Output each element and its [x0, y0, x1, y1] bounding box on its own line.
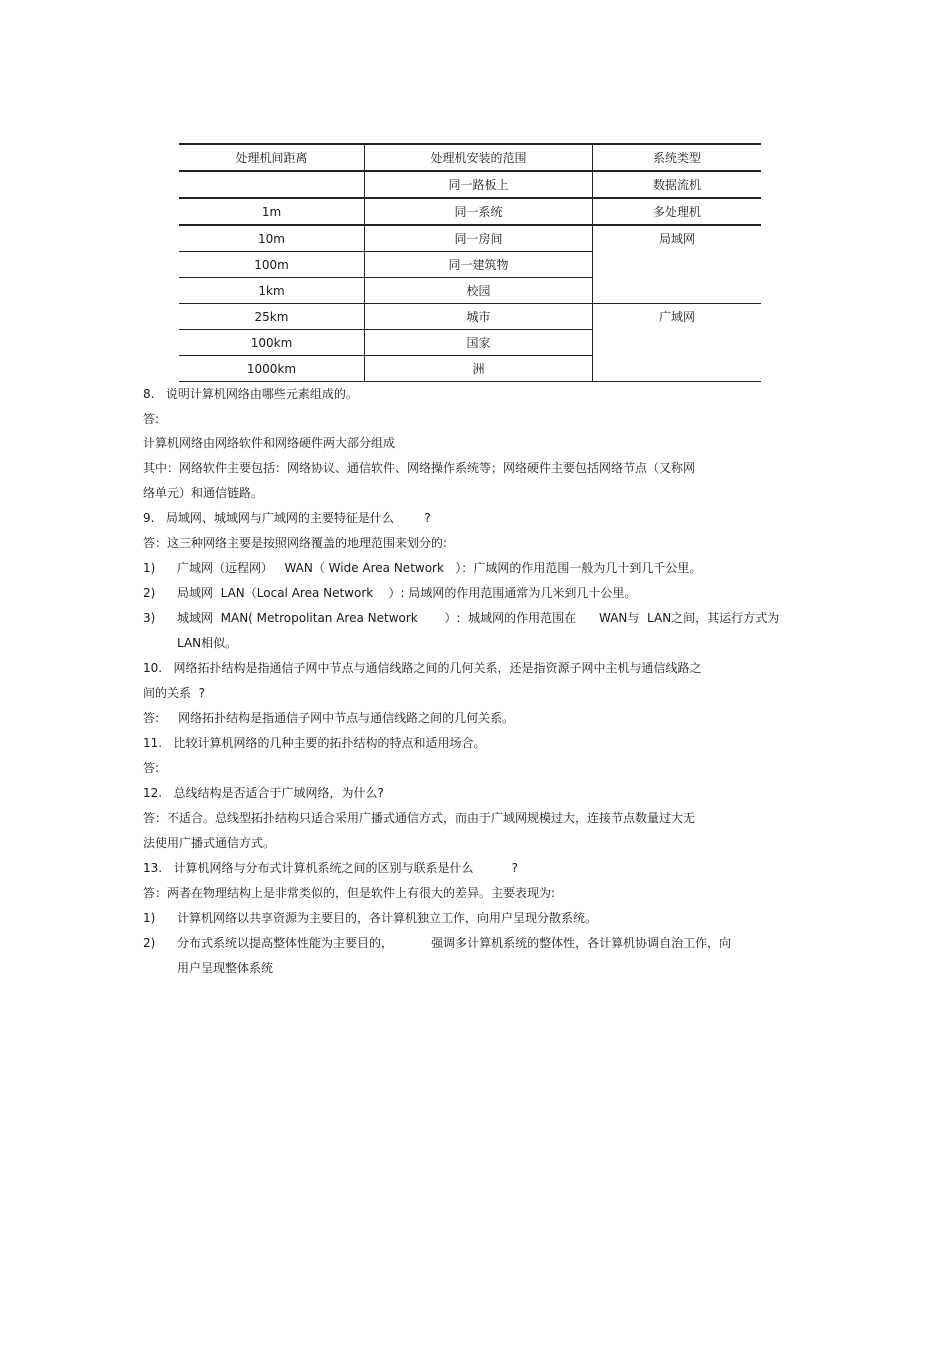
- table-row: [179, 225, 761, 252]
- text-line: [143, 860, 518, 876]
- line-text: 9. 局域网、城域网与广域网的主要特征是什么 ?: [143, 511, 431, 525]
- list-number: 1): [143, 561, 156, 575]
- line-text: 络单元）和通信链路。: [143, 486, 264, 500]
- line-text: 答：不适合。总线型拓扑结构只适合采用广播式通信方式，而由于广域网规模过大，连接节点数量过大无: [143, 811, 696, 825]
- text-line: [143, 560, 701, 576]
- header-distance: 处理机间距离: [179, 144, 365, 171]
- line-text: 广域网（远程网） WAN（ Wide Area Network ）：广域网的作用范围一般为几十到几千公里。: [177, 561, 702, 575]
- cell-distance: 1000km: [179, 356, 365, 382]
- cell-type: 多处理机: [593, 198, 762, 225]
- cell-scope: 同一路板上: [365, 171, 593, 198]
- header-scope: 处理机安装的范围: [365, 144, 593, 171]
- cell-distance: 100km: [179, 330, 365, 356]
- line-text: 11. 比较计算机网络的几种主要的拓扑结构的特点和适用场合。: [143, 736, 486, 750]
- text-line: [143, 635, 237, 651]
- line-text: 13. 计算机网络与分布式计算机系统之间的区别与联系是什么 ?: [143, 861, 519, 875]
- text-line: [143, 835, 275, 851]
- text-line: [143, 535, 447, 551]
- cell-scope: 同一建筑物: [365, 252, 593, 278]
- line-text: 间的关系 ?: [143, 686, 205, 700]
- text-line: [143, 585, 636, 601]
- line-text: 8. 说明计算机网络由哪些元素组成的。: [143, 387, 358, 401]
- line-text: 答：这三种网络主要是按照网络覆盖的地理范围来划分的:: [143, 536, 448, 550]
- distance-system-table: [179, 143, 761, 382]
- list-number: 2): [143, 586, 156, 600]
- list-number: 1): [143, 911, 156, 925]
- line-text: 12. 总线结构是否适合于广域网络，为什么?: [143, 786, 384, 800]
- text-line: [143, 735, 486, 751]
- line-text: 城域网 MAN( Metropolitan Area Network ）: 城域网的作用范围在 WAN与 LAN之间，其运行方式为: [177, 611, 780, 625]
- text-line: [143, 710, 514, 726]
- text-line: [143, 610, 779, 626]
- line-text: 计算机网络由网络软件和网络硬件两大部分组成: [143, 436, 396, 450]
- line-text: 其中：网络软件主要包括：网络协议、通信软件、网络操作系统等；网络硬件主要包括网络节点（又称网: [143, 461, 696, 475]
- table-row: [179, 198, 761, 225]
- line-text: 答:: [143, 412, 160, 426]
- line-text: 答: 网络拓扑结构是指通信子网中节点与通信线路之间的几何关系。: [143, 711, 515, 725]
- list-number: 3): [143, 611, 156, 625]
- text-line: [143, 460, 695, 476]
- cell-scope: 校园: [365, 278, 593, 304]
- cell-distance: 1m: [179, 198, 365, 225]
- text-line: [143, 935, 731, 951]
- table-row: [179, 171, 761, 198]
- text-line: [143, 485, 263, 501]
- cell-scope: 城市: [365, 304, 593, 330]
- line-text: 10. 网络拓扑结构是指通信子网中节点与通信线路之间的几何关系，还是指资源子网中主机与通信线路之: [143, 661, 702, 675]
- list-number: 2): [143, 936, 156, 950]
- cell-distance: 10m: [179, 225, 365, 252]
- text-line: [143, 685, 205, 701]
- table-row: [179, 304, 761, 330]
- text-line: [143, 960, 273, 976]
- cell-distance: 1km: [179, 278, 365, 304]
- text-line: [143, 386, 358, 402]
- text-line: [143, 810, 695, 826]
- line-text: 用户呈现整体系统: [177, 961, 274, 975]
- cell-distance: 25km: [179, 304, 365, 330]
- cell-scope: 国家: [365, 330, 593, 356]
- cell-distance: [179, 171, 365, 198]
- text-line: [143, 785, 384, 801]
- text-line: [143, 885, 555, 901]
- cell-scope: 同一房间: [365, 225, 593, 252]
- text-line: [143, 510, 431, 526]
- line-text: 法使用广播式通信方式。: [143, 836, 276, 850]
- line-text: 局域网 LAN（Local Area Network ）: 局域网的作用范围通常为几米到几十公里。: [177, 586, 637, 600]
- line-text: 答：两者在物理结构上是非常类似的，但是软件上有很大的差异。主要表现为:: [143, 886, 556, 900]
- cell-type: 广域网: [593, 304, 762, 382]
- text-line: [143, 760, 159, 776]
- text-line: [143, 910, 597, 926]
- line-text: LAN相似。: [177, 636, 238, 650]
- header-type: 系统类型: [593, 144, 762, 171]
- line-text: 答:: [143, 761, 160, 775]
- text-line: [143, 435, 395, 451]
- cell-distance: 100m: [179, 252, 365, 278]
- line-text: 计算机网络以共享资源为主要目的，各计算机独立工作，向用户呈现分散系统。: [177, 911, 598, 925]
- cell-type: 数据流机: [593, 171, 762, 198]
- table-header-row: [179, 144, 761, 171]
- cell-scope: 同一系统: [365, 198, 593, 225]
- cell-type: 局域网: [593, 225, 762, 304]
- cell-scope: 洲: [365, 356, 593, 382]
- text-line: [143, 660, 702, 676]
- line-text: 分布式系统以提高整体性能为主要目的， 强调多计算机系统的整体性，各计算机协调自治工作，向: [177, 936, 732, 950]
- text-line: [143, 411, 159, 427]
